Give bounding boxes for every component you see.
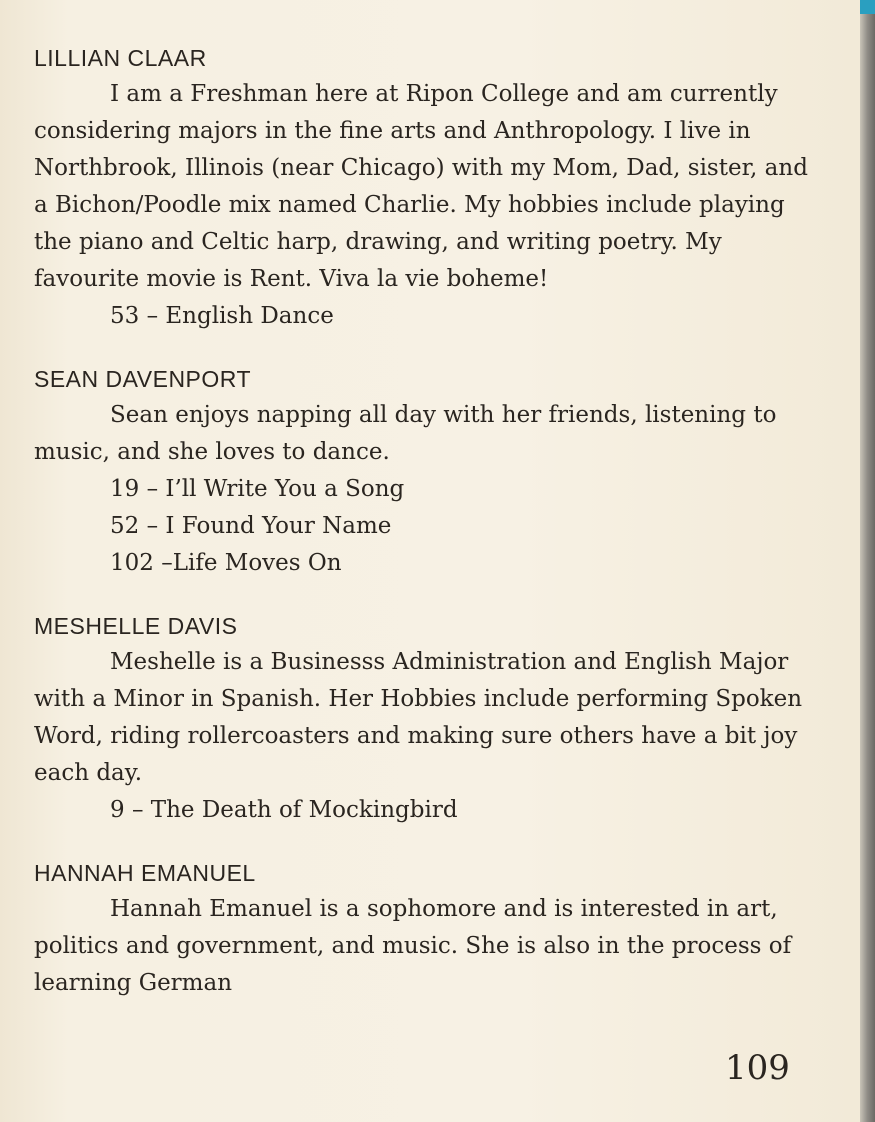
entry-name: MESHELLE DAVIS: [34, 613, 238, 639]
song-list: [34, 792, 824, 829]
song-list: [34, 298, 824, 335]
song-item: 9 – The Death of Mockingbird: [110, 797, 458, 823]
song-item: 53 – English Dance: [110, 303, 334, 329]
entry-meshelle-davis: [34, 608, 824, 829]
entry-name: HANNAH EMANUEL: [34, 860, 256, 886]
song-item: 102 –Life Moves On: [110, 550, 342, 576]
entry-bio: Sean enjoys napping all day with her friends, listening to music, and she loves to dance.: [34, 402, 777, 465]
content: [34, 40, 824, 1028]
entry-bio: Meshelle is a Businesss Administration and English Major with a Minor in Spanish. Her Hobbies include performing Spoken Word, riding rollercoasters and making sure others have a bit joy each day.: [34, 649, 803, 786]
song-item: 19 – I’ll Write You a Song: [110, 476, 405, 502]
entry-name: LILLIAN CLAAR: [34, 45, 207, 71]
entry-bio: Hannah Emanuel is a sophomore and is interested in art, politics and government, and music. She is also in the process of learning German: [34, 896, 792, 996]
entry-lillian-claar: [34, 40, 824, 335]
entry-name: SEAN DAVENPORT: [34, 366, 252, 392]
song-list: [34, 471, 824, 582]
book-edge: [860, 0, 875, 1122]
entry-hannah-emanuel: [34, 855, 824, 1002]
page-number: 109: [725, 1048, 790, 1088]
entry-bio: I am a Freshman here at Ripon College and am currently considering majors in the fine arts and Anthropology. I live in Northbrook, Illinois (near Chicago) with my Mom, Dad, sister, and a Bichon/Poodle mix named Charlie. My hobbies include playing the piano and Celtic harp, drawing, and writing poetry. My favourite movie is Rent. Viva la vie boheme!: [34, 81, 808, 292]
entry-sean-davenport: [34, 361, 824, 582]
song-item: 52 – I Found Your Name: [110, 513, 392, 539]
book-edge-tab: [860, 0, 875, 14]
